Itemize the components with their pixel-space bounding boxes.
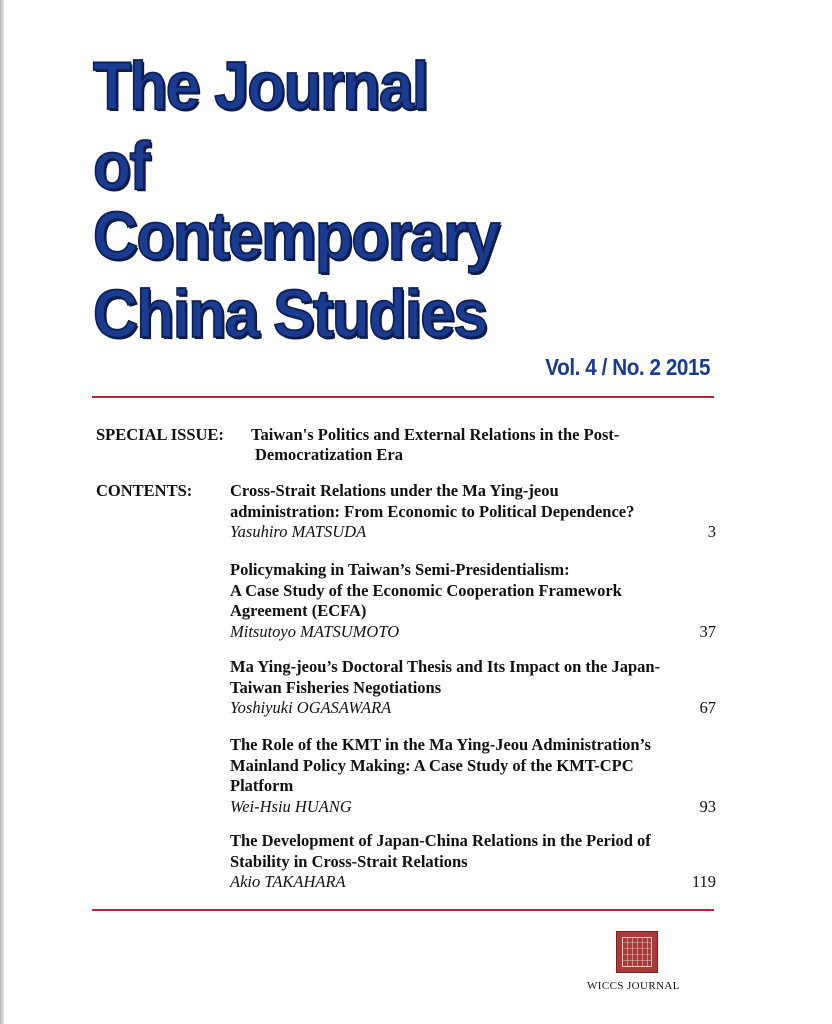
- article-title-line: Agreement (ECFA): [230, 601, 367, 620]
- article-title-line: Stability in Cross-Strait Relations: [230, 851, 468, 871]
- top-divider: [92, 396, 714, 398]
- page-edge-shadow: [0, 0, 4, 1024]
- special-issue-label: SPECIAL ISSUE:: [96, 425, 224, 444]
- article-title-line: The Development of Japan-China Relations in the Period of: [230, 831, 651, 850]
- article-title-line: administration: From Economic to Political Dependence?: [230, 501, 635, 521]
- article-page-number: 37: [699, 621, 716, 641]
- contents-label: CONTENTS:: [96, 481, 193, 500]
- journal-title-line-4: China Studies: [93, 276, 487, 352]
- journal-title-line-1: The Journal: [93, 48, 428, 124]
- article-author: Yasuhiro MATSUDA: [230, 522, 367, 541]
- article-meta: [230, 698, 716, 718]
- article-title-line: Taiwan Fisheries Negotiations: [230, 677, 442, 697]
- seal-logo-icon: [616, 931, 658, 973]
- journal-title-line-2: of: [93, 128, 149, 204]
- article-meta: [230, 872, 716, 892]
- article-title-line: Ma Ying-jeou’s Doctoral Thesis and Its Impact on the Japan-: [230, 657, 661, 676]
- article-entry: [230, 560, 716, 642]
- article-meta: [230, 522, 716, 542]
- volume-issue-year: Vol. 4 / No. 2 2015: [545, 354, 710, 380]
- article-meta: [230, 797, 716, 817]
- article-page-number: 93: [699, 796, 716, 816]
- article-title-line: Cross-Strait Relations under the Ma Ying-jeou: [230, 481, 559, 500]
- journal-title-line-3: Contemporary: [93, 198, 499, 274]
- article-author: Akio TAKAHARA: [230, 872, 346, 891]
- article-title-line: A Case Study of the Economic Cooperation Framework: [230, 580, 622, 600]
- article-entry: [230, 735, 716, 817]
- article-author: Wei-Hsiu HUANG: [230, 796, 352, 816]
- article-title-line: The Role of the KMT in the Ma Ying-Jeou Administration’s: [230, 735, 651, 754]
- article-page-number: 119: [691, 872, 716, 891]
- article-meta: [230, 622, 716, 642]
- bottom-divider: [92, 909, 714, 911]
- article-title-line: Mainland Policy Making: A Case Study of the KMT-CPC: [230, 755, 634, 775]
- publisher-name: WICCS JOURNAL: [587, 980, 680, 992]
- article-title-line: Platform: [230, 776, 294, 795]
- special-issue-title-line-1: Taiwan's Politics and External Relations in the Post-: [251, 425, 620, 444]
- article-author: Mitsutoyo MATSUMOTO: [230, 621, 400, 641]
- special-issue-title-line-2: Democratization Era: [255, 445, 403, 464]
- article-page-number: 67: [699, 698, 716, 717]
- article-title-line: Policymaking in Taiwan’s Semi-Presidentialism:: [230, 560, 570, 579]
- article-page-number: 3: [707, 522, 716, 541]
- article-entry: [230, 657, 716, 718]
- article-author: Yoshiyuki OGASAWARA: [230, 698, 392, 717]
- article-entry: [230, 831, 716, 892]
- seal-pattern: [622, 937, 652, 967]
- article-entry: [230, 481, 716, 542]
